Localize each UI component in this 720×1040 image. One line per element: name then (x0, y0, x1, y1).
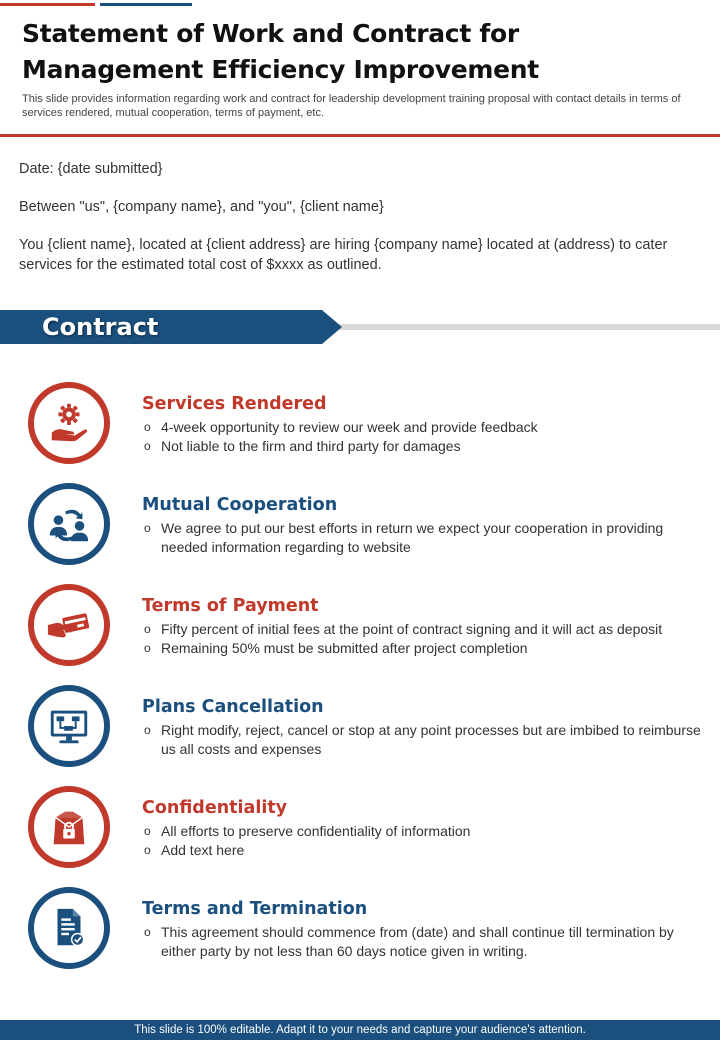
section-mutual-cooperation (0, 483, 720, 579)
bullet-list (142, 418, 702, 455)
bullet-item: o Right modify, reject, cancel or stop at any point processes but are imbibed to reimburse us all costs and expenses (142, 721, 702, 758)
intro-parties: Between "us", {company name}, and "you", {client name} (19, 199, 384, 215)
bullet-item: o 4-week opportunity to review our week and provide feedback (142, 418, 702, 437)
contract-banner (0, 310, 720, 344)
section-terms-and-termination (0, 887, 720, 983)
section-title: Services Rendered (142, 394, 327, 414)
locked-folder-icon (28, 786, 110, 868)
section-title: Mutual Cooperation (142, 495, 338, 515)
bullet-item: o Add text here (142, 841, 702, 860)
title-divider (0, 134, 720, 137)
section-plans-cancellation (0, 685, 720, 781)
section-title: Terms and Termination (142, 899, 368, 919)
page-title: Statement of Work and Contract for Management Efficiency Improvement (22, 19, 539, 84)
banner-divider-line (330, 324, 720, 330)
gear-hand-icon (28, 382, 110, 464)
section-title: Terms of Payment (142, 596, 319, 616)
bullet-item: o All efforts to preserve confidentiality of information (142, 822, 702, 841)
section-title: Plans Cancellation (142, 697, 324, 717)
people-exchange-icon (28, 483, 110, 565)
section-services-rendered (0, 382, 720, 478)
top-accent-blue-bar (100, 3, 192, 6)
bullet-item: o Fifty percent of initial fees at the point of contract signing and it will act as deposit (142, 620, 702, 639)
footer-banner: This slide is 100% editable. Adapt it to your needs and capture your audience's attention. (0, 1020, 720, 1040)
bullet-item: o We agree to put our best efforts in return we expect your cooperation in providing needed information regarding to website (142, 519, 702, 556)
intro-engagement: You {client name}, located at {client address} are hiring {company name} located at (address) to cater services for the estimated total cost of $xxxx as outlined. (19, 237, 668, 273)
bullet-item: o This agreement should commence from (date) and shall continue till termination by either party by not less than 60 days notice given in writing. (142, 923, 702, 960)
bullet-list (142, 519, 702, 556)
section-terms-of-payment (0, 584, 720, 680)
contract-heading: Contract (42, 313, 159, 341)
bullet-list (142, 923, 702, 960)
page-subtitle: This slide provides information regarding work and contract for leadership development training proposal with contact details in terms of services rendered, mutual cooperation, terms of payment, etc. (22, 93, 681, 119)
bullet-list (142, 620, 702, 657)
section-title: Confidentiality (142, 798, 288, 818)
intro-date: Date: {date submitted} (19, 161, 163, 177)
top-accent-red-bar (0, 3, 95, 6)
section-confidentiality (0, 786, 720, 882)
document-check-icon (28, 887, 110, 969)
bullet-list (142, 822, 702, 859)
bullet-list (142, 721, 702, 758)
monitor-diagram-icon (28, 685, 110, 767)
hand-card-icon (28, 584, 110, 666)
bullet-item: o Remaining 50% must be submitted after project completion (142, 639, 702, 658)
bullet-item: o Not liable to the firm and third party for damages (142, 437, 702, 456)
